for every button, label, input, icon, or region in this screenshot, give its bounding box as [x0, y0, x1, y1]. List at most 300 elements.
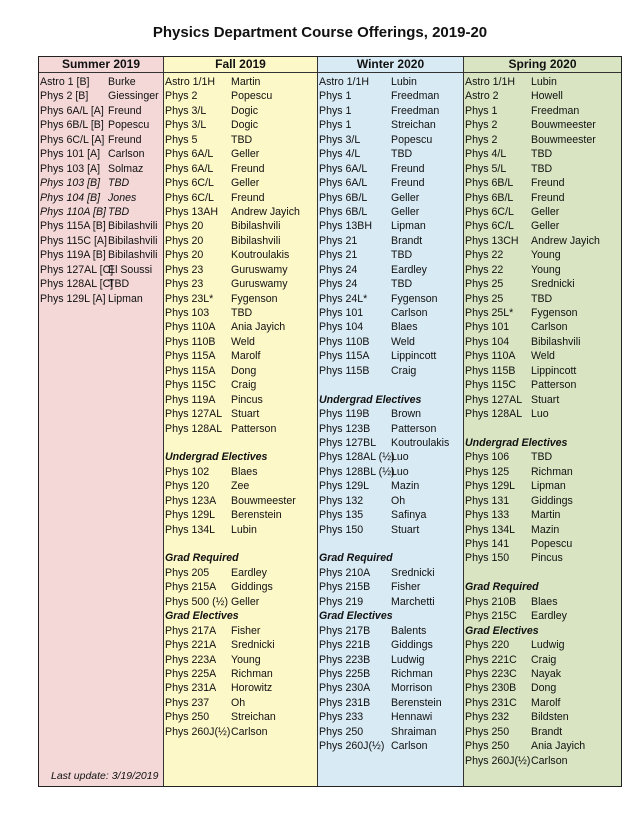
course-row: [164, 205, 317, 219]
course-code: Phys 5/L: [465, 162, 507, 175]
course-row: [164, 725, 317, 739]
course-code: Phys 237: [165, 696, 210, 709]
course-row: [464, 523, 621, 537]
course-row: [164, 335, 317, 349]
instructor-name: Freedman: [391, 104, 440, 117]
course-code: Phys 223B: [319, 653, 371, 666]
course-row: [164, 465, 317, 479]
course-row: [464, 537, 621, 551]
course-row: [318, 248, 463, 262]
course-row: [464, 551, 621, 565]
course-row: [464, 465, 621, 479]
course-code: Phys 6A/L: [319, 177, 368, 190]
course-code: Phys 110B: [319, 335, 370, 348]
instructor-name: Howell: [531, 90, 563, 103]
course-code: Phys 6B/L [B]: [40, 119, 104, 132]
instructor-name: Berenstein: [231, 509, 282, 522]
course-code: Phys 110A: [165, 321, 216, 334]
course-code: Phys 3/L: [165, 104, 207, 117]
instructor-name: Carlson: [531, 754, 568, 767]
course-row: [318, 147, 463, 161]
course-code: Phys 23L*: [165, 292, 214, 305]
course-code: Phys 115A [B]: [40, 220, 106, 233]
course-row: [318, 234, 463, 248]
course-code: Phys 103: [165, 307, 210, 319]
course-row: [39, 75, 163, 89]
course-row: [464, 219, 621, 233]
course-code: Phys 232: [465, 711, 510, 724]
spacer: [318, 537, 463, 551]
instructor-name: Lipman: [391, 220, 426, 233]
instructor-name: Lipman: [531, 480, 566, 493]
instructor-name: Zee: [231, 480, 250, 493]
course-row: [164, 248, 317, 262]
instructor-name: Bibilashvili: [531, 335, 581, 348]
instructor-name: Freund: [391, 162, 425, 175]
course-code: Phys 250: [465, 740, 510, 753]
course-code: Phys 110A [B]: [40, 205, 106, 218]
course-code: Phys 115A: [165, 350, 216, 363]
course-code: Phys 220: [465, 639, 510, 652]
instructor-name: Giessinger: [108, 90, 159, 103]
instructor-name: Lubin: [531, 76, 557, 88]
course-list: [318, 73, 463, 754]
instructor-name: Freund: [108, 133, 142, 146]
course-row: [164, 147, 317, 161]
course-code: Phys 223C: [465, 667, 517, 680]
course-row: [464, 364, 621, 378]
instructor-name: Brown: [391, 408, 422, 421]
course-row: [464, 450, 621, 464]
course-row: [39, 147, 163, 161]
course-row: [318, 494, 463, 508]
instructor-name: Eardley: [531, 610, 567, 623]
course-row: [318, 595, 463, 609]
course-row: [318, 349, 463, 363]
course-row: [164, 422, 317, 436]
course-code: Phys 23: [165, 278, 204, 291]
course-row: [318, 696, 463, 710]
course-row: [164, 75, 317, 89]
instructor-name: Marolf: [231, 350, 261, 363]
section-heading: Grad Electives: [465, 624, 539, 637]
course-code: Phys 150: [319, 523, 364, 536]
course-row: [318, 450, 463, 464]
course-code: Phys 225A: [165, 667, 217, 680]
course-code: Phys 2: [465, 133, 498, 146]
instructor-name: Hennawi: [391, 711, 433, 724]
instructor-name: Freund: [231, 162, 265, 175]
course-row: [164, 219, 317, 233]
course-code: Phys 25: [465, 292, 504, 305]
course-code: Phys 231A: [165, 682, 217, 695]
instructor-name: Horowitz: [231, 682, 273, 695]
instructor-name: Streichan: [231, 711, 276, 724]
column-header: Spring 2020: [464, 57, 621, 73]
course-row: [464, 725, 621, 739]
course-code: Phys 225B: [319, 667, 371, 680]
course-code: Astro 1/1H: [319, 76, 370, 88]
course-code: Phys 221A: [165, 639, 217, 652]
course-code: Phys 104 [B]: [40, 191, 101, 204]
instructor-name: Eardley: [231, 566, 267, 579]
instructor-name: TBD: [391, 148, 413, 161]
course-row: [464, 277, 621, 291]
course-row: [318, 364, 463, 378]
course-row: [39, 205, 163, 219]
course-code: Phys 133: [465, 509, 510, 522]
course-code: Phys 6C/L: [165, 177, 214, 190]
instructor-name: Bouwmeester: [231, 494, 296, 507]
course-row: [318, 725, 463, 739]
course-code: Phys 24: [319, 278, 358, 291]
course-row: [164, 378, 317, 392]
course-code: Phys 135: [319, 509, 364, 522]
course-row: [164, 364, 317, 378]
course-row: [164, 349, 317, 363]
course-row: [39, 277, 163, 291]
course-code: Phys 205: [165, 566, 210, 579]
course-code: Phys 230A: [319, 682, 371, 695]
course-code: Phys 22: [465, 249, 504, 262]
instructor-name: TBD: [391, 249, 413, 262]
course-code: Phys 110B: [165, 335, 216, 348]
course-row: [318, 75, 463, 89]
instructor-name: Blaes: [231, 465, 258, 478]
course-list: [39, 73, 163, 306]
course-code: Phys 24L*: [319, 292, 368, 305]
instructor-name: TBD: [108, 177, 130, 190]
column-summer-2019: [39, 57, 163, 786]
course-code: Phys 103 [B]: [40, 177, 101, 190]
course-code: Phys 1: [319, 119, 352, 132]
instructor-name: TBD: [108, 205, 130, 218]
course-code: Phys 6A/L: [165, 162, 214, 175]
course-code: Phys 250: [165, 711, 210, 724]
instructor-name: Mazin: [531, 523, 560, 536]
course-row: [164, 191, 317, 205]
course-code: Phys 21: [319, 234, 358, 247]
course-row: [318, 566, 463, 580]
course-row: [464, 393, 621, 407]
instructor-name: Bouwmeester: [531, 133, 596, 146]
course-code: Astro 1/1H: [165, 76, 216, 88]
instructor-name: Streichan: [391, 119, 436, 132]
instructor-name: El Soussi: [108, 263, 153, 276]
course-code: Phys 223A: [165, 653, 217, 666]
course-row: [464, 292, 621, 306]
course-code: Phys 128AL (½): [319, 451, 395, 464]
course-row: [464, 147, 621, 161]
instructor-name: Mazin: [391, 480, 420, 493]
course-code: Phys 6B/L: [319, 205, 368, 218]
instructor-name: Nayak: [531, 667, 562, 680]
course-code: Phys 217B: [319, 624, 371, 637]
instructor-name: Berenstein: [391, 696, 442, 709]
instructor-name: Srednicki: [231, 639, 275, 652]
course-row: [164, 681, 317, 695]
course-row: [318, 104, 463, 118]
course-code: Phys 127AL: [165, 408, 223, 421]
course-row: [464, 89, 621, 103]
course-row: [318, 263, 463, 277]
spacer: [318, 378, 463, 392]
course-row: [318, 306, 463, 320]
section-heading: Grad Electives: [165, 610, 239, 623]
course-code: Phys 3/L: [319, 133, 361, 146]
course-code: Phys 123A: [165, 494, 217, 507]
instructor-name: Brandt: [531, 725, 563, 738]
instructor-name: Weld: [391, 335, 415, 348]
course-code: Phys 106: [465, 451, 510, 464]
course-code: Phys 119A [B]: [40, 249, 106, 262]
instructor-name: Richman: [391, 667, 433, 680]
course-code: Phys 110A: [465, 350, 516, 363]
course-row: [164, 292, 317, 306]
instructor-name: Richman: [231, 667, 273, 680]
instructor-name: Carlson: [391, 307, 428, 319]
course-row: [164, 508, 317, 522]
course-code: Phys 132: [319, 494, 364, 507]
course-code: Phys 2: [465, 119, 498, 132]
instructor-name: Craig: [391, 364, 417, 377]
course-row: [318, 422, 463, 436]
instructor-name: Bibilashvili: [231, 234, 281, 247]
instructor-name: Freedman: [391, 90, 440, 103]
instructor-name: Lubin: [391, 76, 417, 88]
instructor-name: Richman: [531, 465, 573, 478]
course-code: Phys 3/L: [165, 119, 207, 132]
last-update: Last update: 3/19/2019: [51, 770, 159, 782]
course-code: Phys 128BL (½): [319, 465, 395, 478]
course-code: Phys 119B: [319, 408, 370, 421]
instructor-name: Srednicki: [391, 566, 435, 579]
course-code: Phys 4/L: [465, 148, 507, 161]
instructor-name: Geller: [531, 220, 560, 233]
section-heading: Undergrad Electives: [165, 451, 268, 464]
course-row: [164, 162, 317, 176]
course-row: [318, 335, 463, 349]
course-code: Phys 104: [465, 335, 510, 348]
course-code: Phys 129L: [165, 509, 216, 522]
course-row: [464, 234, 621, 248]
course-row: [464, 205, 621, 219]
instructor-name: Fygenson: [231, 292, 278, 305]
course-code: Phys 127AL: [465, 393, 523, 406]
instructor-name: Popescu: [531, 538, 573, 550]
instructor-name: TBD: [531, 148, 553, 161]
course-code: Phys 115C: [165, 379, 217, 392]
course-code: Phys 20: [165, 249, 204, 262]
course-code: Phys 141: [465, 538, 510, 550]
course-row: [164, 320, 317, 334]
course-row: [39, 162, 163, 176]
course-row: [464, 349, 621, 363]
instructor-name: Freund: [391, 177, 425, 190]
course-row: [318, 219, 463, 233]
course-code: Phys 127BL: [319, 436, 377, 449]
course-code: Phys 1: [465, 104, 498, 117]
instructor-name: TBD: [391, 278, 413, 291]
course-row: [164, 595, 317, 609]
instructor-name: Freedman: [531, 104, 580, 117]
course-row: [164, 104, 317, 118]
instructor-name: Ania Jayich: [531, 740, 586, 753]
instructor-name: Bouwmeester: [531, 119, 596, 132]
course-code: Phys 500 (½): [165, 595, 229, 608]
instructor-name: Pincus: [231, 393, 263, 406]
course-row: [318, 710, 463, 724]
course-code: Phys 215C: [465, 610, 517, 623]
course-code: Phys 230B: [465, 682, 517, 695]
course-row: [464, 681, 621, 695]
course-row: [164, 479, 317, 493]
instructor-name: Shraiman: [391, 725, 437, 738]
course-row: [164, 407, 317, 421]
instructor-name: Geller: [391, 205, 420, 218]
course-row: [39, 219, 163, 233]
course-row: [464, 667, 621, 681]
course-code: Phys 104: [319, 321, 364, 334]
course-row: [318, 89, 463, 103]
course-code: Phys 6A/L: [319, 162, 368, 175]
course-code: Phys 4/L: [319, 148, 361, 161]
course-row: [464, 191, 621, 205]
course-code: Phys 250: [319, 725, 364, 738]
course-code: Phys 210A: [319, 566, 371, 579]
instructor-name: Young: [231, 653, 261, 666]
course-row: [164, 277, 317, 291]
course-code: Phys 231C: [465, 696, 517, 709]
course-code: Phys 23: [165, 263, 204, 276]
instructor-name: Oh: [231, 696, 246, 709]
instructor-name: Ludwig: [391, 653, 425, 666]
course-row: [464, 118, 621, 132]
course-code: Phys 115C: [465, 379, 517, 392]
course-code: Phys 260J(½): [465, 754, 531, 767]
course-row: [464, 479, 621, 493]
course-code: Phys 150: [465, 552, 510, 565]
course-code: Phys 13CH: [465, 234, 519, 247]
course-code: Phys 115B: [465, 364, 516, 377]
course-code: Phys 6C/L: [465, 220, 514, 233]
instructor-name: Carlson: [108, 148, 145, 161]
course-row: [464, 696, 621, 710]
course-code: Phys 129L: [319, 480, 370, 493]
course-row: [164, 653, 317, 667]
course-code: Phys 128AL [C]: [40, 278, 114, 291]
instructor-name: Koutroulakis: [391, 436, 450, 449]
column-spring-2020: [463, 57, 621, 786]
course-row: [164, 494, 317, 508]
instructor-name: Freund: [531, 191, 565, 204]
instructor-name: Carlson: [391, 740, 428, 753]
instructor-name: Craig: [531, 653, 557, 666]
course-code: Phys 115B: [319, 364, 370, 377]
course-row: [318, 638, 463, 652]
instructor-name: Guruswamy: [231, 278, 288, 291]
course-row: [164, 566, 317, 580]
course-row: [164, 523, 317, 537]
course-row: [164, 638, 317, 652]
course-code: Phys 2: [165, 90, 198, 103]
instructor-name: TBD: [231, 133, 253, 146]
instructor-name: Popescu: [391, 133, 433, 146]
course-code: Phys 6A/L [A]: [40, 104, 104, 117]
course-row: [318, 479, 463, 493]
course-row: [464, 710, 621, 724]
course-row: [464, 248, 621, 262]
course-row: [464, 176, 621, 190]
course-row: [39, 263, 163, 277]
spacer: [464, 422, 621, 436]
column-header: Fall 2019: [164, 57, 317, 73]
instructor-name: Giddings: [531, 494, 573, 507]
instructor-name: Andrew Jayich: [231, 205, 300, 218]
course-row: [464, 133, 621, 147]
course-code: Phys 210B: [465, 595, 517, 608]
section-heading: Undergrad Electives: [319, 393, 422, 406]
instructor-name: Blaes: [531, 595, 558, 608]
course-list: [464, 73, 621, 768]
course-code: Phys 131: [465, 494, 510, 507]
course-row: [164, 89, 317, 103]
course-row: [164, 624, 317, 638]
instructor-name: Ania Jayich: [231, 321, 286, 334]
course-code: Phys 215A: [165, 581, 217, 594]
instructor-name: Dogic: [231, 119, 259, 132]
course-row: [318, 681, 463, 695]
instructor-name: Dong: [531, 682, 557, 695]
course-code: Phys 127AL [C]: [40, 263, 114, 276]
instructor-name: TBD: [231, 307, 253, 319]
instructor-name: Guruswamy: [231, 263, 288, 276]
instructor-name: Young: [531, 263, 561, 276]
instructor-name: Balents: [391, 624, 427, 637]
course-code: Phys 13BH: [319, 220, 372, 233]
course-row: [164, 133, 317, 147]
course-code: Phys 221B: [319, 639, 371, 652]
course-code: Phys 6A/L: [165, 148, 214, 161]
instructor-name: Freund: [108, 104, 142, 117]
section-heading: Grad Electives: [319, 610, 393, 623]
course-code: Phys 219: [319, 595, 364, 608]
course-row: [164, 710, 317, 724]
course-row: [464, 638, 621, 652]
instructor-name: Bibilashvili: [231, 220, 281, 233]
instructor-name: Popescu: [108, 119, 150, 132]
section-heading: Grad Required: [465, 581, 539, 594]
course-row: [318, 407, 463, 421]
instructor-name: Bibilashvili: [108, 249, 158, 262]
course-code: Phys 128AL: [165, 422, 223, 435]
instructor-name: Fygenson: [391, 292, 438, 305]
course-table: [38, 56, 622, 787]
course-code: Phys 260J(½): [165, 725, 231, 738]
course-row: [164, 118, 317, 132]
spacer: [464, 566, 621, 580]
instructor-name: Geller: [531, 205, 560, 218]
course-code: Phys 115A: [165, 364, 216, 377]
course-list: [164, 73, 317, 739]
course-row: [318, 162, 463, 176]
course-code: Phys 119A: [165, 393, 216, 406]
course-code: Phys 5: [165, 133, 198, 146]
course-row: [164, 234, 317, 248]
course-code: Phys 6C/L [A]: [40, 133, 105, 146]
instructor-name: Pincus: [531, 552, 563, 565]
instructor-name: Stuart: [531, 393, 560, 406]
